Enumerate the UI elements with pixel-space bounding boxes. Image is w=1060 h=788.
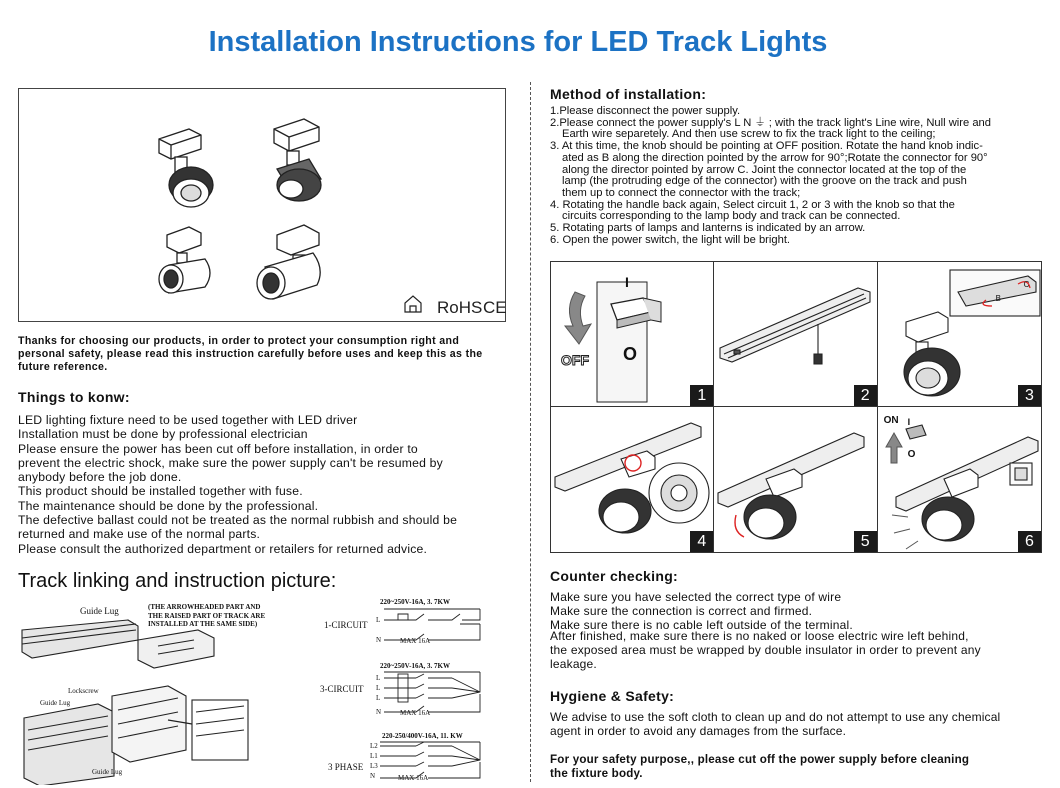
guide-lug-label: Guide Lug (80, 606, 119, 616)
things-list (18, 413, 518, 556)
method-line: 3. At this time, the knob should be pointing at OFF position. Rotate the hand knob indic- (550, 140, 983, 153)
method-line: along the director pointed by arrow C. Joint the connector located at the top of the (562, 163, 967, 176)
method-line: ated as B along the direction pointed by the arrow for 90°;Rotate the connector for 90° (562, 151, 988, 164)
things-line: This product should be installed together with fuse. (18, 484, 303, 499)
switch-icon (597, 282, 661, 402)
hygiene-line: agent in order to avoid any damages from the surface. (550, 724, 847, 738)
counter-list (550, 591, 1050, 672)
counter-line: After finished, make sure there is no naked or loose electric wire left behind, (550, 629, 969, 644)
intro-text: Thanks for choosing our products, in order to protect your consumption right and personal safety, please read this instruction carefully before uses and keep this as the future reference. (18, 335, 483, 373)
circuit-label: 3 PHASE (328, 762, 364, 772)
step-panel-4 (551, 407, 714, 552)
method-heading: Method of installation: (550, 86, 707, 102)
step-number: 5 (854, 531, 877, 552)
wire-label: N (376, 708, 382, 716)
wire-label: N (370, 772, 376, 780)
on-label: ON (883, 415, 899, 426)
arrow-c-label: C (1023, 280, 1030, 289)
things-line: prevent the electric shock, make sure the power supply can't be resumed by (18, 455, 443, 470)
wire-label: L1 (370, 752, 378, 760)
counter-line: Make sure there is no cable left outside of the terminal. (550, 617, 853, 632)
hygiene-line: We advise to use the soft cloth to clean up and do not attempt to use any chemical (550, 710, 1001, 724)
ce-mark: CE (483, 298, 507, 317)
method-line: 1.Please disconnect the power supply. (550, 105, 741, 117)
safety-line: For your safety purpose,, please cut off the power supply before cleaning (550, 753, 970, 766)
switch-off-mark: O (907, 449, 916, 460)
circuit-rating: 220~250V-16A, 3. 7KW (380, 598, 451, 606)
product-illustration-box (18, 88, 506, 322)
step-panel-5 (714, 407, 877, 552)
circuit-rating: 220~250V-16A, 3. 7KW (380, 662, 451, 670)
things-line: Please consult the authorized department or retailers for returned advice. (18, 541, 428, 556)
counter-heading: Counter checking: (550, 568, 679, 584)
arrow-up-icon (886, 433, 902, 463)
things-line: Please ensure the power has been cut off before installation, in order to (18, 441, 418, 456)
wire-label: L2 (370, 742, 378, 750)
track-heading: Track linking and instruction picture: (18, 570, 337, 592)
wire-label: L3 (370, 762, 378, 770)
step-number: 2 (854, 385, 877, 406)
step-panel-1 (551, 262, 714, 407)
step-number: 4 (690, 531, 713, 552)
wire-label: L (376, 694, 381, 702)
max-label: MAX 16A (400, 709, 431, 717)
circuit-label: 3-CIRCUIT (320, 684, 364, 694)
max-label: MAX 16A (400, 637, 431, 645)
hygiene-text (550, 710, 1050, 738)
things-line: Installation must be done by professional electrician (18, 427, 308, 442)
things-line: The maintenance should be done by the professional. (18, 498, 319, 513)
column-divider (530, 82, 531, 782)
counter-line: the exposed area must be wrapped by double insulator in order to prevent any (550, 643, 981, 658)
hygiene-heading: Hygiene & Safety: (550, 688, 675, 704)
things-line: anybody before the job done. (18, 470, 182, 485)
circuit-rating: 220-250/400V-16A, 11. KW (382, 732, 463, 740)
wire-label: L (376, 616, 381, 624)
method-line: 5. Rotating parts of lamps and lanterns is indicated by an arrow. (550, 222, 866, 235)
track-note-line: (THE ARROWHEADED PART AND (148, 603, 261, 611)
method-line: them up to connect the connector with the track; (562, 186, 801, 199)
circuit-diagrams (320, 594, 510, 786)
installation-steps-grid (550, 261, 1042, 553)
safety-line: the fixture body. (550, 766, 643, 780)
method-line: circuits corresponding to the lamp body and track can be connected. (562, 210, 901, 223)
off-label: OFF (561, 352, 589, 368)
circuit-label: 1-CIRCUIT (324, 620, 368, 630)
circuit-schematic (320, 594, 510, 786)
step-number: 3 (1018, 385, 1041, 406)
track-light-products-illustration (19, 89, 505, 321)
method-line: 2.Please connect the power supply's L N ⏚ ; with the track light's Line wire, Null wire and (550, 116, 991, 129)
method-line: lamp (the protruding edge of the connector) with the groove on the track and push (562, 175, 967, 188)
page-title: Installation Instructions for LED Track Lights (208, 26, 828, 58)
arrow-b-label: B (995, 294, 1001, 303)
things-heading: Things to konw: (18, 389, 130, 405)
things-line: The defective ballast could not be treated as the normal rubbish and should be (18, 513, 458, 528)
step-number: 6 (1018, 531, 1041, 552)
counter-line: Make sure you have selected the correct type of wire (550, 590, 842, 604)
step-panel-3 (878, 262, 1041, 407)
wire-label: N (376, 636, 382, 644)
track-note (148, 603, 265, 629)
things-line: LED lighting fixture need to be used together with LED driver (18, 413, 358, 427)
step-panel-6 (878, 407, 1041, 552)
method-list (550, 106, 1050, 246)
step-number: 1 (690, 385, 713, 406)
method-line: Earth wire separetely. And then use screw to fix the track light to the ceiling; (562, 128, 936, 141)
guide-lug-label-2: Guide Lug (40, 699, 71, 707)
method-line: 6. Open the power switch, the light will be bright. (550, 233, 791, 246)
track-rail-illustration (720, 288, 870, 364)
track-note-line: INSTALLED AT THE SAME SIDE) (148, 620, 258, 628)
max-label: MAX 16A (398, 774, 429, 782)
switch-on-mark: I (907, 417, 911, 427)
track-note-line: THE RAISED PART OF TRACK ARE (148, 611, 266, 620)
wire-label: L (376, 684, 381, 692)
counter-line: leakage. (550, 656, 597, 671)
switch-off-mark: O (623, 344, 638, 364)
switch-on-mark: I (625, 274, 629, 290)
counter-line: Make sure the connection is correct and firmed. (550, 603, 813, 618)
method-line: 4. Rotating the handle back again, Select circuit 1, 2 or 3 with the knob so that the (550, 198, 955, 211)
wire-label: L (376, 674, 381, 682)
rotate-arrow-icon (735, 515, 744, 537)
guide-lug-label-3: Guide Lug (92, 768, 123, 776)
safety-text (550, 753, 1050, 780)
step-panel-2 (714, 262, 877, 407)
things-line: returned and make use of the normal parts. (18, 527, 261, 542)
house-icon (405, 296, 421, 312)
arrow-down-icon (565, 292, 591, 344)
rohs-mark: RoHS (437, 298, 483, 317)
lockscrew-label: Lockscrew (68, 687, 99, 695)
